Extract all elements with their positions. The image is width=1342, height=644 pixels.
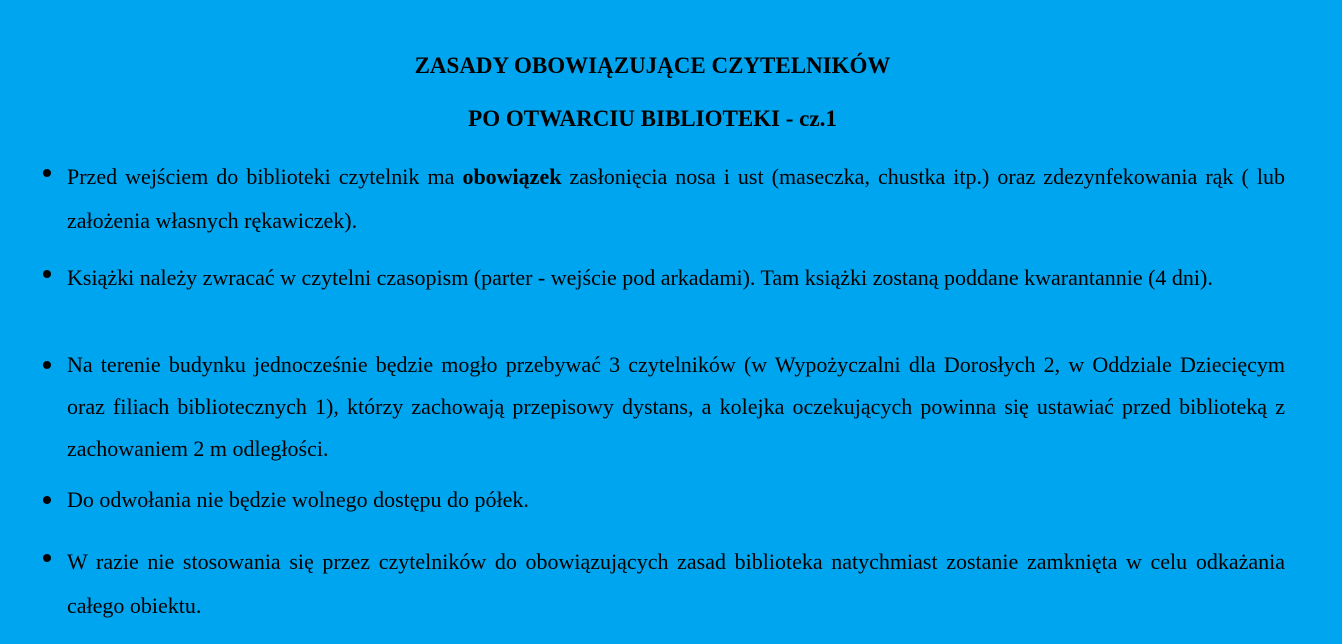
rule-text: W razie nie stosowania się przez czytelników do obowiązujących zasad biblioteka natychmiast zostanie zamknięta w celu odkażania całego obiektu.	[67, 549, 1285, 618]
rule-item-4	[67, 479, 1285, 521]
rule-text: Na terenie budynku jednocześnie będzie mogło przebywać 3 czytelników (w Wypożyczalni dla Dorosłych 2, w Oddziale Dziecięcym oraz filiach bibliotecznych 1), którzy zachowają przepisowy dystans, a kolejka oczekujących powinna się ustawiać przed biblioteką z zachowaniem 2 m odległości.	[67, 352, 1285, 461]
rule-text-start: Przed wejściem do biblioteki czytelnik ma	[67, 164, 463, 189]
rule-item-1	[67, 155, 1285, 243]
rule-item-5	[67, 540, 1285, 628]
page-subtitle: PO OTWARCIU BIBLIOTEKI - cz.1	[468, 106, 837, 131]
rule-text: Książki należy zwracać w czytelni czasopism (parter - wejście pod arkadami). Tam książki zostaną poddane kwarantannie (4 dni).	[67, 265, 1213, 290]
bullet-icon	[43, 496, 51, 504]
bullet-icon	[43, 169, 51, 177]
bullet-icon	[43, 361, 51, 369]
bullet-icon	[43, 554, 51, 562]
rule-emphasis: obowiązek	[462, 164, 562, 189]
bullet-icon	[43, 270, 51, 278]
rule-item-2	[67, 256, 1285, 300]
rule-item-3	[67, 344, 1285, 470]
rule-text: Do odwołania nie będzie wolnego dostępu do półek.	[67, 487, 529, 512]
page-title: ZASADY OBOWIĄZUJĄCE CZYTELNIKÓW	[414, 53, 891, 78]
rule-text-end: zasłonięcia nosa i ust (maseczka, chustka itp.) oraz zdezynfekowania rąk ( lub założenia własnych rękawiczek).	[67, 164, 1285, 233]
